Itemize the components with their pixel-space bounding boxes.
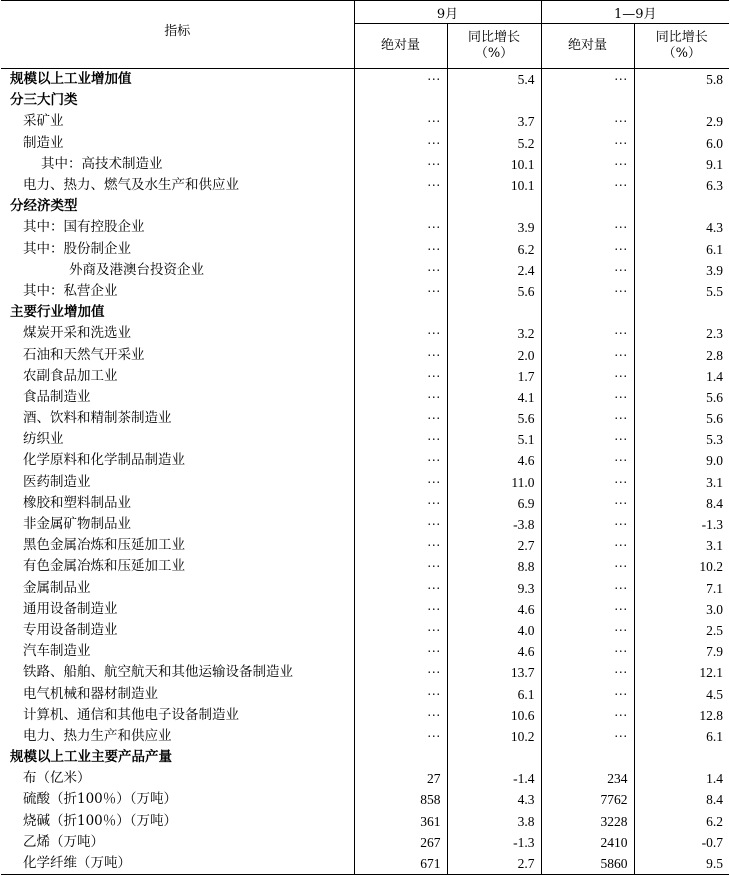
cell-abs-jan-sep: ··· <box>541 239 634 260</box>
cell-abs-jan-sep: 7762 <box>541 789 634 810</box>
table-row <box>1 344 729 365</box>
cell-growth-jan-sep: 9.5 <box>634 853 729 875</box>
cell-abs-september: ··· <box>354 578 447 599</box>
cell-abs-september: ··· <box>354 620 447 641</box>
cell-growth-jan-sep: 8.4 <box>706 792 724 808</box>
cell-growth-jan-sep: 5.5 <box>706 283 724 299</box>
cell-abs-jan-sep: ··· <box>541 620 634 641</box>
row-indicator-name: 外商及港澳台投资企业 <box>1 260 354 281</box>
cell-abs-september: ··· <box>354 408 447 429</box>
cell-growth-september: 3.9 <box>447 217 541 238</box>
cell-abs-jan-sep: 3228 <box>541 811 634 832</box>
row-indicator-name: 电力、热力生产和供应业 <box>1 726 354 747</box>
indicator-header: 指标 <box>1 1 354 69</box>
cell-abs-jan-sep: ··· <box>541 69 634 91</box>
cell-abs-jan-sep: ··· <box>541 556 634 577</box>
cell-growth-jan-sep: 5.8 <box>706 72 724 88</box>
cell-growth-september: -3.8 <box>447 514 541 535</box>
cell-abs-september: ··· <box>354 387 447 408</box>
cell-abs-september: ··· <box>354 493 447 514</box>
row-indicator-name: 制造业 <box>1 133 354 154</box>
row-indicator-name: 汽车制造业 <box>1 641 354 662</box>
row-indicator-name: 石油和天然气开采业 <box>1 344 354 365</box>
cell-abs-jan-sep: ··· <box>541 281 634 302</box>
cell-growth-september: 11.0 <box>447 472 541 493</box>
table-row <box>1 387 729 408</box>
cell-growth-jan-sep: 3.1 <box>706 538 724 554</box>
cell-abs-september: ··· <box>354 344 447 365</box>
table-row <box>1 154 729 175</box>
cell-growth-jan-sep: -1.3 <box>701 517 724 533</box>
table-row <box>1 662 729 683</box>
row-indicator-name: 布（亿米） <box>1 768 354 789</box>
growth-header-jan-sep <box>634 24 729 69</box>
cell-abs-september: ··· <box>354 366 447 387</box>
row-indicator-name: 规模以上工业主要产品产量 <box>1 747 354 768</box>
cell-growth-september: 5.4 <box>447 69 541 91</box>
cell-abs-jan-sep: ··· <box>541 429 634 450</box>
cell-growth-jan-sep: 9.1 <box>706 156 724 172</box>
row-indicator-name: 采矿业 <box>1 111 354 132</box>
cell-growth-september: 10.2 <box>447 726 541 747</box>
row-indicator-name: 计算机、通信和其他电子设备制造业 <box>1 705 354 726</box>
cell-abs-september: ··· <box>354 535 447 556</box>
cell-abs-jan-sep: ··· <box>541 535 634 556</box>
table-row <box>1 641 729 662</box>
growth-label-line1: 同比增长 <box>655 30 708 46</box>
row-indicator-name: 其中：私营企业 <box>1 281 354 302</box>
row-indicator-name: 黑色金属冶炼和压延加工业 <box>1 535 354 556</box>
cell-abs-september: ··· <box>354 472 447 493</box>
cell-abs-jan-sep: 234 <box>541 768 634 789</box>
cell-abs-september: ··· <box>354 154 447 175</box>
cell-growth-jan-sep: 8.4 <box>706 495 724 511</box>
cell-abs-september: 27 <box>354 768 447 789</box>
table-row <box>1 556 729 577</box>
cell-growth-september: 6.2 <box>447 239 541 260</box>
cell-growth-september: 4.6 <box>447 641 541 662</box>
cell-abs-jan-sep: ··· <box>541 217 634 238</box>
row-indicator-name: 其中：股份制企业 <box>1 239 354 260</box>
row-indicator-name: 化学原料和化学制品制造业 <box>1 450 354 471</box>
cell-growth-september <box>447 302 541 323</box>
row-indicator-name: 分经济类型 <box>1 196 354 217</box>
cell-abs-jan-sep: ··· <box>541 366 634 387</box>
cell-abs-september <box>354 196 447 217</box>
row-indicator-name: 规模以上工业增加值 <box>1 69 354 91</box>
cell-growth-september: 10.6 <box>447 705 541 726</box>
cell-abs-september: ··· <box>354 662 447 683</box>
cell-abs-jan-sep: ··· <box>541 472 634 493</box>
cell-growth-jan-sep: 5.6 <box>706 411 724 427</box>
cell-abs-jan-sep: ··· <box>541 175 634 196</box>
cell-abs-september: ··· <box>354 556 447 577</box>
cell-growth-jan-sep: 2.8 <box>706 347 724 363</box>
table-row <box>1 599 729 620</box>
table-row <box>1 366 729 387</box>
cell-growth-september: 8.8 <box>447 556 541 577</box>
table-row <box>1 705 729 726</box>
period-header-jan-sep: 1—9月 <box>541 1 729 24</box>
cell-growth-september: 1.7 <box>447 366 541 387</box>
table-row <box>1 133 729 154</box>
row-indicator-name: 化学纤维（万吨） <box>1 853 354 875</box>
cell-growth-jan-sep <box>634 747 729 768</box>
cell-abs-september: 361 <box>354 811 447 832</box>
cell-abs-september: ··· <box>354 217 447 238</box>
table-row <box>1 683 729 704</box>
cell-abs-september: ··· <box>354 239 447 260</box>
cell-abs-jan-sep: ··· <box>541 578 634 599</box>
row-indicator-name: 纺织业 <box>1 429 354 450</box>
table-row <box>1 768 729 789</box>
row-indicator-name: 专用设备制造业 <box>1 620 354 641</box>
cell-abs-jan-sep: ··· <box>541 111 634 132</box>
cell-abs-september: ··· <box>354 260 447 281</box>
cell-growth-september: 4.1 <box>447 387 541 408</box>
row-indicator-name: 通用设备制造业 <box>1 599 354 620</box>
cell-growth-jan-sep: 12.1 <box>699 665 724 681</box>
cell-growth-september: 3.2 <box>447 323 541 344</box>
cell-abs-jan-sep: ··· <box>541 514 634 535</box>
row-indicator-name: 其中：国有控股企业 <box>1 217 354 238</box>
cell-growth-september: 9.3 <box>447 578 541 599</box>
table-row <box>1 281 729 302</box>
row-indicator-name: 主要行业增加值 <box>1 302 354 323</box>
abs-header-jan-sep: 绝对量 <box>541 24 634 69</box>
table-row <box>1 239 729 260</box>
cell-growth-jan-sep: 6.1 <box>706 241 724 257</box>
cell-growth-jan-sep: 6.3 <box>706 178 724 194</box>
cell-growth-jan-sep: 3.0 <box>706 601 724 617</box>
table-row <box>1 69 729 91</box>
row-indicator-name: 铁路、船舶、航空航天和其他运输设备制造业 <box>1 662 354 683</box>
row-indicator-name: 非金属矿物制品业 <box>1 514 354 535</box>
cell-abs-september: 267 <box>354 832 447 853</box>
row-indicator-name: 橡胶和塑料制品业 <box>1 493 354 514</box>
cell-abs-jan-sep <box>541 196 634 217</box>
table-row <box>1 726 729 747</box>
cell-abs-september: ··· <box>354 111 447 132</box>
cell-abs-september: ··· <box>354 514 447 535</box>
cell-abs-jan-sep: 5860 <box>541 853 634 875</box>
cell-growth-september: 13.7 <box>447 662 541 683</box>
row-indicator-name: 乙烯（万吨） <box>1 832 354 853</box>
cell-growth-jan-sep: 4.5 <box>706 686 724 702</box>
cell-growth-september: -1.3 <box>447 832 541 853</box>
cell-abs-jan-sep: ··· <box>541 154 634 175</box>
cell-growth-september <box>447 747 541 768</box>
cell-abs-jan-sep: ··· <box>541 450 634 471</box>
table-row <box>1 811 729 832</box>
cell-abs-jan-sep: ··· <box>541 683 634 704</box>
table-row <box>1 217 729 238</box>
table-row <box>1 535 729 556</box>
table-header <box>1 1 729 69</box>
cell-abs-jan-sep: ··· <box>541 133 634 154</box>
table-row <box>1 408 729 429</box>
cell-growth-jan-sep: 5.6 <box>706 389 724 405</box>
cell-abs-september <box>354 90 447 111</box>
cell-growth-september: 4.6 <box>447 599 541 620</box>
cell-growth-september <box>447 90 541 111</box>
cell-growth-jan-sep <box>634 196 729 217</box>
cell-growth-jan-sep: 5.3 <box>706 432 724 448</box>
cell-growth-jan-sep: 6.0 <box>706 135 724 151</box>
cell-growth-jan-sep: 3.9 <box>706 262 724 278</box>
cell-growth-jan-sep: 3.1 <box>706 474 724 490</box>
cell-abs-jan-sep: ··· <box>541 344 634 365</box>
growth-label-line2: （%） <box>662 46 701 62</box>
cell-growth-jan-sep: 2.9 <box>706 114 724 130</box>
cell-abs-jan-sep: ··· <box>541 641 634 662</box>
table-row <box>1 196 729 217</box>
cell-growth-jan-sep: 1.4 <box>706 368 724 384</box>
abs-header-september: 绝对量 <box>354 24 447 69</box>
cell-abs-jan-sep <box>541 747 634 768</box>
cell-abs-september: ··· <box>354 683 447 704</box>
row-indicator-name: 电气机械和器材制造业 <box>1 683 354 704</box>
table-row <box>1 853 729 875</box>
cell-growth-september: 2.4 <box>447 260 541 281</box>
cell-growth-jan-sep: 2.5 <box>706 622 724 638</box>
row-indicator-name: 其中：高技术制造业 <box>1 154 354 175</box>
cell-abs-jan-sep: ··· <box>541 493 634 514</box>
cell-abs-september: 858 <box>354 789 447 810</box>
cell-abs-jan-sep: ··· <box>541 599 634 620</box>
cell-abs-jan-sep: ··· <box>541 260 634 281</box>
cell-abs-jan-sep <box>541 302 634 323</box>
cell-growth-september: 3.7 <box>447 111 541 132</box>
cell-growth-september: 3.8 <box>447 811 541 832</box>
table-row <box>1 302 729 323</box>
table-row <box>1 493 729 514</box>
table-row <box>1 578 729 599</box>
cell-growth-september: 4.0 <box>447 620 541 641</box>
cell-abs-september: ··· <box>354 726 447 747</box>
cell-growth-september <box>447 196 541 217</box>
cell-growth-september: 6.9 <box>447 493 541 514</box>
table-row <box>1 429 729 450</box>
cell-abs-september <box>354 747 447 768</box>
table-row <box>1 472 729 493</box>
table-row <box>1 747 729 768</box>
row-indicator-name: 有色金属冶炼和压延加工业 <box>1 556 354 577</box>
cell-growth-september: 2.7 <box>447 535 541 556</box>
cell-growth-jan-sep: 4.3 <box>706 220 724 236</box>
cell-growth-jan-sep: 9.0 <box>706 453 724 469</box>
cell-growth-september: 5.2 <box>447 133 541 154</box>
row-indicator-name: 电力、热力、燃气及水生产和供应业 <box>1 175 354 196</box>
cell-growth-jan-sep <box>634 302 729 323</box>
industry-statistics-table <box>1 0 729 875</box>
table-row <box>1 514 729 535</box>
table-row <box>1 832 729 853</box>
row-indicator-name: 烧碱（折100％）（万吨） <box>1 811 354 832</box>
cell-growth-september: 2.0 <box>447 344 541 365</box>
cell-growth-jan-sep: 7.9 <box>706 644 724 660</box>
cell-abs-jan-sep: 2410 <box>541 832 634 853</box>
cell-growth-september: 4.3 <box>447 789 541 810</box>
row-indicator-name: 煤炭开采和洗选业 <box>1 323 354 344</box>
table-row <box>1 175 729 196</box>
cell-growth-jan-sep: 1.4 <box>706 771 724 787</box>
cell-abs-jan-sep: ··· <box>541 387 634 408</box>
cell-abs-september: ··· <box>354 641 447 662</box>
cell-abs-september: ··· <box>354 69 447 91</box>
growth-label-line1: 同比增长 <box>467 30 520 46</box>
table-row <box>1 90 729 111</box>
table-row <box>1 789 729 810</box>
cell-growth-jan-sep <box>634 90 729 111</box>
period-header-september: 9月 <box>354 1 541 24</box>
growth-header-september <box>447 24 541 69</box>
cell-growth-jan-sep: 2.3 <box>706 326 724 342</box>
table-row <box>1 450 729 471</box>
cell-growth-september: 10.1 <box>447 154 541 175</box>
cell-growth-jan-sep: 10.2 <box>699 559 724 575</box>
cell-growth-september: 2.7 <box>447 853 541 875</box>
cell-growth-jan-sep: -0.7 <box>701 834 724 850</box>
cell-growth-september: 10.1 <box>447 175 541 196</box>
cell-abs-september: ··· <box>354 705 447 726</box>
cell-abs-jan-sep: ··· <box>541 408 634 429</box>
row-indicator-name: 食品制造业 <box>1 387 354 408</box>
cell-abs-september: ··· <box>354 133 447 154</box>
cell-abs-september: 671 <box>354 853 447 875</box>
cell-abs-september: ··· <box>354 175 447 196</box>
cell-growth-jan-sep: 6.1 <box>706 728 724 744</box>
cell-growth-jan-sep: 6.2 <box>706 813 724 829</box>
growth-label-line2: （%） <box>474 46 514 62</box>
row-indicator-name: 农副食品加工业 <box>1 366 354 387</box>
cell-abs-september: ··· <box>354 429 447 450</box>
cell-abs-jan-sep <box>541 90 634 111</box>
cell-growth-september: 5.6 <box>447 408 541 429</box>
cell-growth-september: 4.6 <box>447 450 541 471</box>
row-indicator-name: 酒、饮料和精制茶制造业 <box>1 408 354 429</box>
cell-abs-september: ··· <box>354 323 447 344</box>
cell-growth-jan-sep: 12.8 <box>699 707 724 723</box>
cell-abs-jan-sep: ··· <box>541 323 634 344</box>
cell-growth-jan-sep: 7.1 <box>706 580 724 596</box>
cell-growth-september: 6.1 <box>447 683 541 704</box>
cell-growth-september: -1.4 <box>447 768 541 789</box>
row-indicator-name: 医药制造业 <box>1 472 354 493</box>
table-row <box>1 260 729 281</box>
table-body <box>1 69 729 875</box>
cell-growth-september: 5.1 <box>447 429 541 450</box>
cell-growth-september: 5.6 <box>447 281 541 302</box>
table-row <box>1 323 729 344</box>
row-indicator-name: 硫酸（折100％）（万吨） <box>1 789 354 810</box>
cell-abs-jan-sep: ··· <box>541 726 634 747</box>
cell-abs-september: ··· <box>354 450 447 471</box>
table-row <box>1 111 729 132</box>
row-indicator-name: 分三大门类 <box>1 90 354 111</box>
cell-abs-september <box>354 302 447 323</box>
table-row <box>1 620 729 641</box>
cell-abs-jan-sep: ··· <box>541 662 634 683</box>
cell-abs-jan-sep: ··· <box>541 705 634 726</box>
cell-abs-september: ··· <box>354 599 447 620</box>
row-indicator-name: 金属制品业 <box>1 578 354 599</box>
cell-abs-september: ··· <box>354 281 447 302</box>
